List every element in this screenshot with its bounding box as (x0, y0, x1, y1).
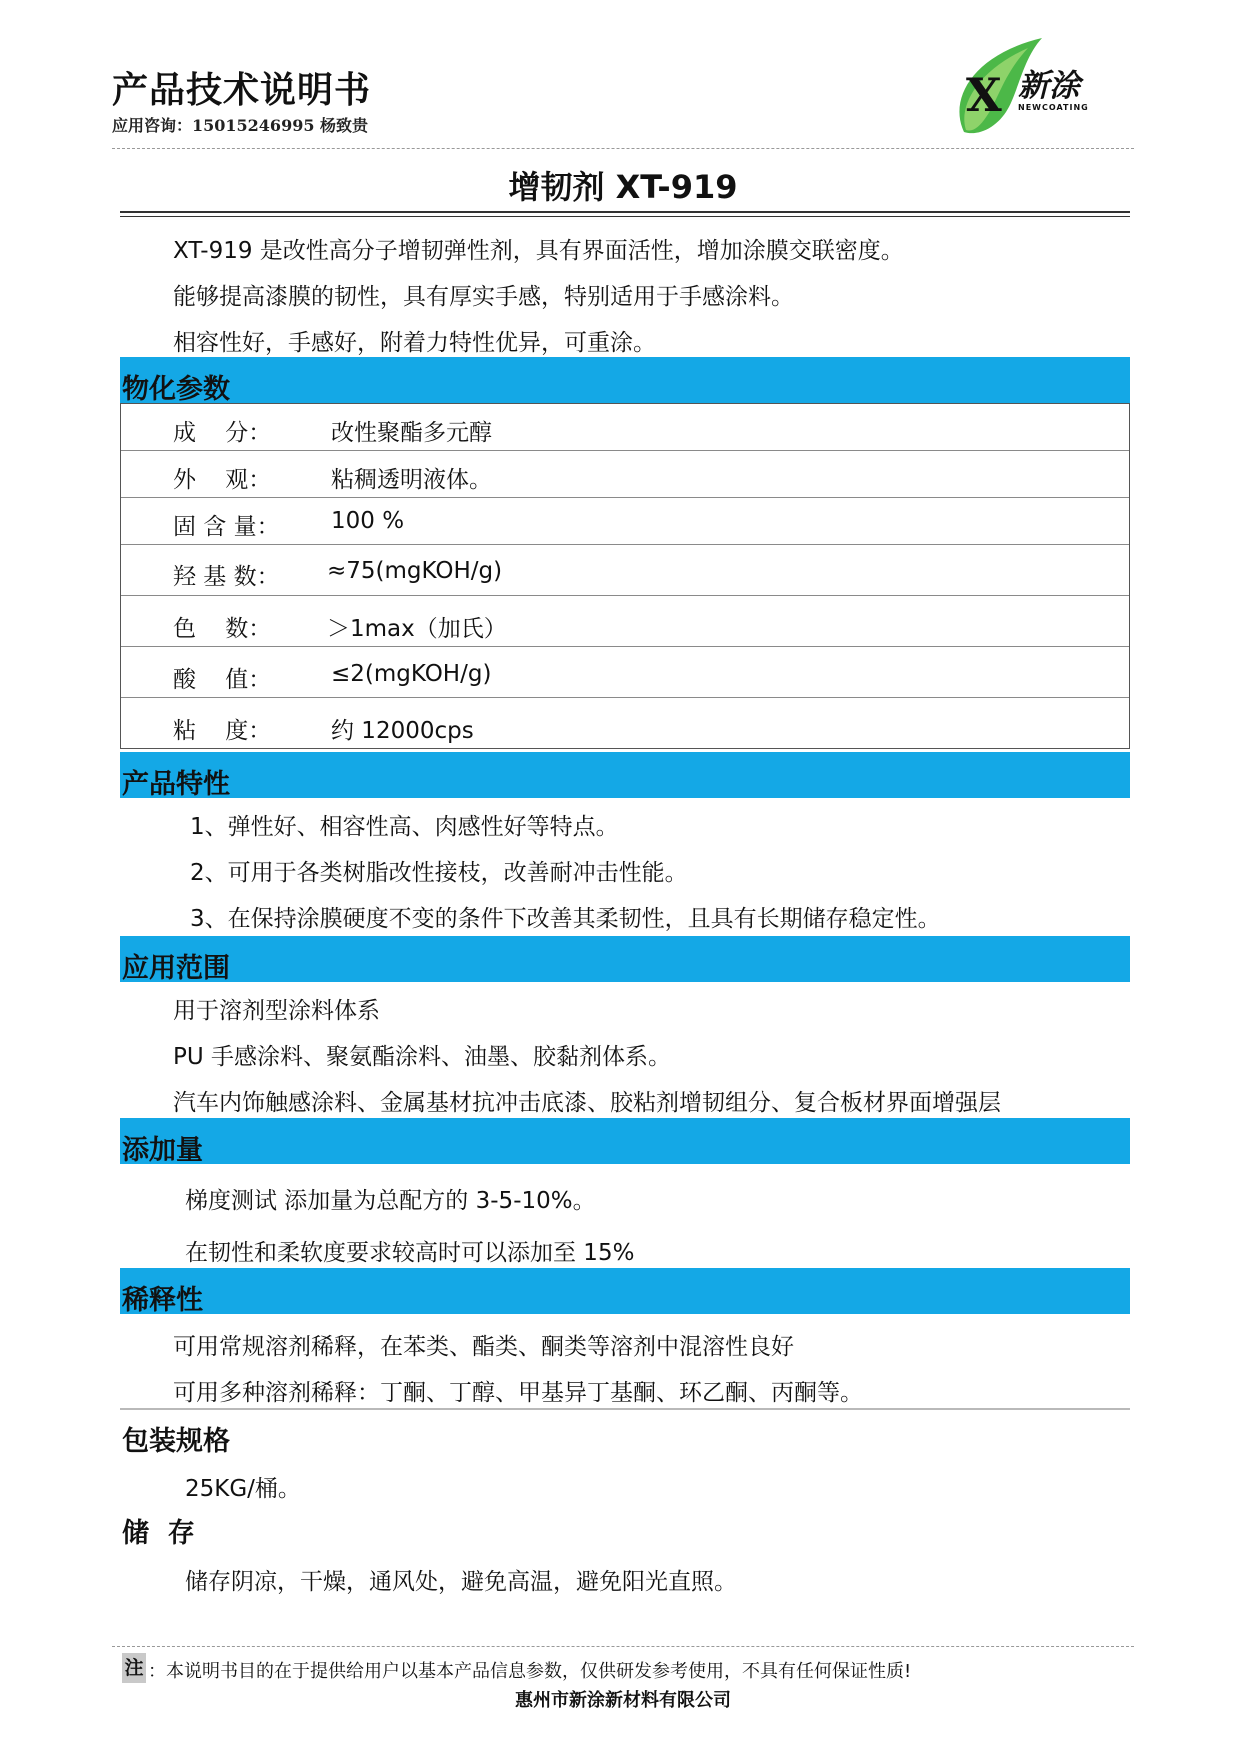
company-logo (944, 36, 1124, 148)
application-item: 汽车内饰触感涂料、金属基材抗冲击底漆、胶粘剂增韧组分、复合板材界面增强层 (173, 1090, 1001, 1116)
param-label: 粘 度： (173, 718, 272, 744)
dosage-item: 梯度测试 添加量为总配方的 3-5-10%。 (185, 1188, 596, 1214)
param-label: 固 含 量： (173, 514, 280, 540)
feature-item: 2、可用于各类树脂改性接枝，改善耐冲击性能。 (190, 860, 688, 886)
param-value: 约 12000cps (331, 718, 474, 744)
storage-text: 储存阴凉，干燥，通风处，避免高温，避免阳光直照。 (185, 1569, 737, 1595)
header-divider (112, 148, 1134, 149)
disclaimer-text: ：本说明书目的在于提供给用户以基本产品信息参数，仅供研发参考使用，不具有任何保证性质! (148, 1661, 912, 1682)
section-title: 产品特性 (122, 769, 230, 800)
table-row (121, 545, 1129, 596)
table-row (121, 647, 1129, 698)
application-item: PU 手感涂料、聚氨酯涂料、油墨、胶黏剂体系。 (173, 1044, 672, 1070)
intro-line: 能够提高漆膜的韧性，具有厚实手感，特别适用于手感涂料。 (173, 284, 794, 310)
section-header-features (120, 752, 1130, 798)
intro-line: 相容性好，手感好，附着力特性优异，可重涂。 (173, 330, 656, 356)
product-title: 增韧剂 XT-919 (508, 168, 738, 206)
table-row (121, 596, 1129, 647)
title-underline (120, 211, 1130, 213)
feature-item: 1、弹性好、相容性高、肉感性好等特点。 (190, 814, 619, 840)
section-divider (120, 1408, 1130, 1410)
section-title: 稀释性 (122, 1285, 203, 1316)
params-table (120, 403, 1130, 749)
logo-cn-text: 新涂 (1018, 68, 1080, 104)
company-name: 惠州市新涂新材料有限公司 (515, 1690, 731, 1711)
section-header-application (120, 936, 1130, 982)
section-header-dilution (120, 1268, 1130, 1314)
section-title: 添加量 (122, 1135, 203, 1166)
application-item: 用于溶剂型涂料体系 (173, 998, 380, 1024)
param-value: 改性聚酯多元醇 (331, 420, 492, 446)
leaf-logo-icon (944, 36, 1124, 148)
section-title: 物化参数 (122, 374, 230, 405)
section-title: 应用范围 (122, 953, 230, 984)
param-label: 酸 值： (173, 667, 272, 693)
dilution-item: 可用常规溶剂稀释，在苯类、酯类、酮类等溶剂中混溶性良好 (173, 1334, 794, 1360)
param-value: 100 % (331, 508, 405, 534)
param-value: ≈75(mgKOH/g) (327, 558, 503, 584)
logo-en-text: NEWCOATING (1018, 103, 1089, 112)
param-label: 成 分： (173, 420, 272, 446)
table-row (121, 498, 1129, 545)
dosage-item: 在韧性和柔软度要求较高时可以添加至 15% (185, 1240, 635, 1266)
section-header-params (120, 357, 1130, 403)
table-row (121, 698, 1129, 748)
footer-divider (112, 1646, 1134, 1647)
section-title-storage: 储 存 (122, 1518, 195, 1549)
note-label: 注 (122, 1653, 146, 1683)
packaging-text: 25KG/桶。 (185, 1476, 301, 1502)
feature-item: 3、在保持涂膜硬度不变的条件下改善其柔韧性，且具有长期储存稳定性。 (190, 906, 941, 932)
contact-info: 应用咨询：15015246995 杨致贵 (112, 116, 369, 135)
section-header-dosage (120, 1118, 1130, 1164)
section-title-packaging: 包装规格 (122, 1426, 230, 1457)
param-value: ＞1max（加氏） (327, 616, 507, 642)
document-type-title: 产品技术说明书 (112, 70, 372, 111)
param-label: 外 观： (173, 467, 272, 493)
param-value: ≤2(mgKOH/g) (331, 661, 492, 687)
title-underline-thin (120, 216, 1130, 217)
intro-line: XT-919 是改性高分子增韧弹性剂，具有界面活性，增加涂膜交联密度。 (173, 238, 904, 264)
logo-mark: X (966, 68, 1002, 122)
param-label: 羟 基 数： (173, 564, 280, 590)
param-value: 粘稠透明液体。 (331, 467, 492, 493)
dilution-item: 可用多种溶剂稀释：丁酮、丁醇、甲基异丁基酮、环乙酮、丙酮等。 (173, 1380, 863, 1406)
param-label: 色 数： (173, 616, 272, 642)
table-row (121, 404, 1129, 451)
table-row (121, 451, 1129, 498)
